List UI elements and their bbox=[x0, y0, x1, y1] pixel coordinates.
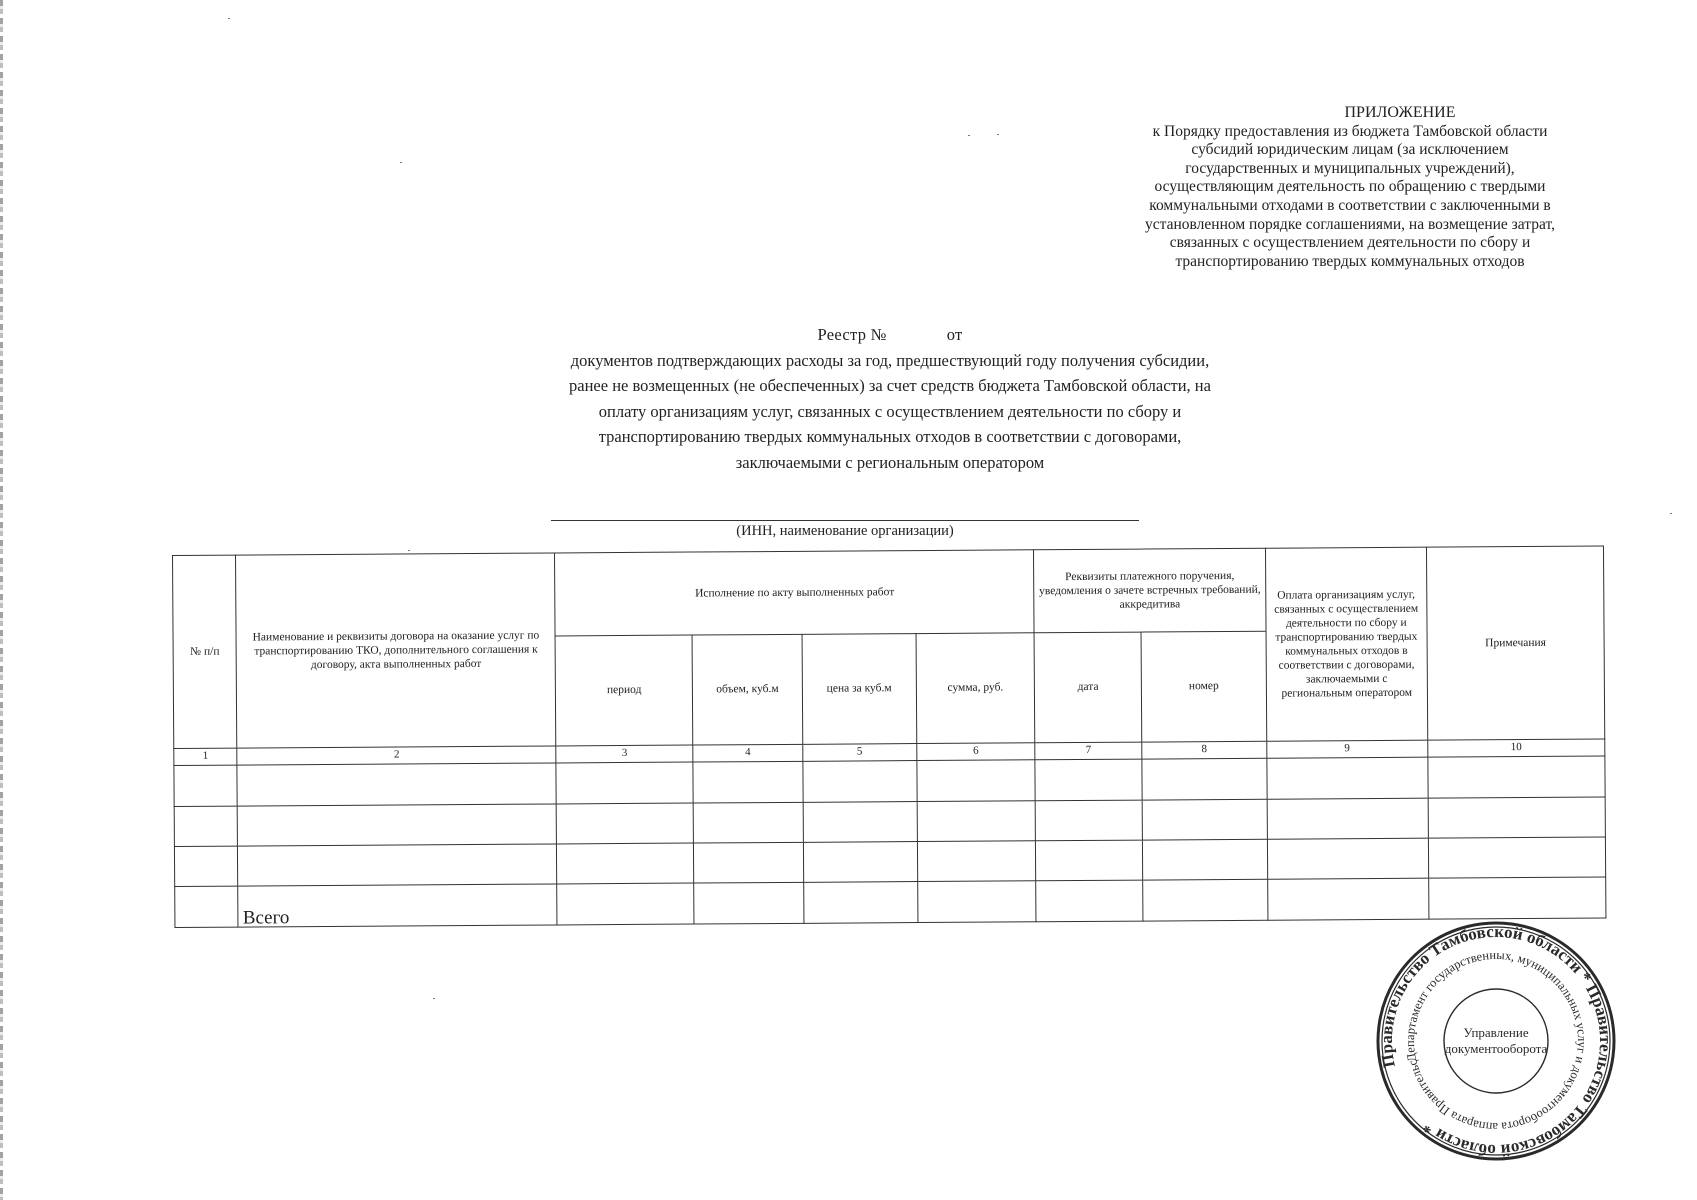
appendix-header bbox=[1100, 104, 1600, 271]
table-cell bbox=[693, 802, 803, 843]
table-cell bbox=[1036, 800, 1143, 841]
table-cell bbox=[1142, 799, 1267, 840]
header-payment-services: Оплата организациям услуг, связанных с осуществлением деятельности по сбору и транспортированию твердых коммунальных отходов в соответствии с договорами, заключаемыми с региональным оператором bbox=[1265, 547, 1427, 741]
column-number: 10 bbox=[1428, 739, 1605, 758]
table-cell bbox=[1428, 756, 1605, 798]
registry-line: оплату организациям услуг, связанных с осуществлением деятельности по сбору и bbox=[598, 401, 1182, 421]
appendix-line: осуществляющим деятельность по обращению с твердыми bbox=[1154, 178, 1546, 196]
table-cell bbox=[917, 881, 1036, 922]
table-cell bbox=[1143, 880, 1268, 921]
table-cell bbox=[1142, 758, 1267, 799]
table-cell bbox=[1428, 797, 1605, 839]
stamp-outer-textpath: Правительство Тамбовской области * Правительство Тамбовской области * bbox=[1376, 921, 1616, 1161]
table-cell bbox=[557, 843, 694, 884]
header-act-execution: Исполнение по акту выполненных работ bbox=[555, 550, 1035, 636]
scan-edge-artifact bbox=[0, 0, 3, 1200]
header-volume: объем, куб.м bbox=[692, 634, 802, 744]
column-number: 5 bbox=[803, 743, 917, 761]
stamp-center-line1: Управление bbox=[1463, 1025, 1529, 1040]
table-cell bbox=[694, 883, 804, 924]
header-period: период bbox=[555, 635, 693, 745]
appendix-line: коммунальными отходами в соответствии с заключенными в bbox=[1149, 196, 1551, 214]
stamp-graphic bbox=[1375, 920, 1617, 1162]
column-number: 8 bbox=[1142, 741, 1267, 759]
scan-speck bbox=[997, 134, 999, 135]
registry-line: ранее не возмещенных (не обеспеченных) за счет средств бюджета Тамбовской области, на bbox=[569, 376, 1211, 395]
scan-speck bbox=[228, 18, 230, 19]
official-stamp bbox=[1375, 920, 1617, 1162]
registry-line: заключаемыми с региональным оператором bbox=[735, 452, 1045, 472]
organization-caption: (ИНН, наименование организации) bbox=[736, 523, 954, 539]
table-cell bbox=[557, 883, 694, 924]
column-number: 4 bbox=[693, 744, 803, 762]
table-cell bbox=[917, 800, 1036, 841]
table-cell bbox=[1428, 877, 1605, 919]
table-cell bbox=[1036, 881, 1143, 922]
table-cell bbox=[238, 844, 557, 887]
column-number: 3 bbox=[556, 745, 693, 763]
registry-date-label: от bbox=[946, 325, 963, 344]
table-cell bbox=[174, 806, 238, 847]
column-number: 1 bbox=[174, 748, 238, 766]
header-contract: Наименование и реквизиты договора на оказание услуг по транспортированию ТКО, дополнительного соглашения к договору, акта выполненных работ bbox=[236, 553, 556, 748]
appendix-line: к Порядку предоставления из бюджета Тамбовской области bbox=[1152, 122, 1548, 140]
table-cell bbox=[803, 842, 917, 883]
table-cell bbox=[1267, 838, 1428, 880]
table-cell bbox=[693, 761, 803, 802]
table-cell bbox=[175, 887, 239, 928]
organization-fill-line bbox=[551, 520, 1139, 521]
stamp-center-line2: документооборота bbox=[1444, 1041, 1548, 1056]
appendix-title: ПРИЛОЖЕНИЕ bbox=[1344, 104, 1456, 121]
table-cell bbox=[804, 882, 918, 923]
scan-speck bbox=[400, 162, 402, 163]
scan-speck bbox=[408, 550, 410, 551]
table-cell bbox=[174, 846, 238, 887]
column-number: 2 bbox=[237, 746, 556, 766]
appendix-line: установленном порядке соглашениями, на возмещение затрат, bbox=[1145, 215, 1555, 233]
header-notes: Примечания bbox=[1426, 546, 1604, 740]
registry-number-label: Реестр № bbox=[817, 325, 887, 344]
header-price: цена за куб.м bbox=[802, 634, 916, 744]
total-label: Всего bbox=[238, 884, 557, 927]
appendix-line: связанных с осуществлением деятельности по сбору и bbox=[1169, 234, 1531, 252]
table-cell bbox=[174, 765, 238, 806]
header-sum: сумма, руб. bbox=[916, 633, 1036, 743]
table-cell bbox=[1267, 798, 1428, 840]
table-cell bbox=[916, 760, 1035, 801]
registry-table bbox=[172, 546, 1606, 928]
table-cell bbox=[1142, 839, 1267, 880]
table-cell bbox=[803, 761, 917, 802]
table-cell bbox=[557, 803, 694, 844]
column-number: 9 bbox=[1267, 740, 1428, 759]
scan-speck bbox=[968, 135, 970, 136]
appendix-line: субсидий юридическим лицам (за исключением bbox=[1191, 141, 1509, 159]
header-date: дата bbox=[1034, 632, 1141, 742]
column-number: 7 bbox=[1035, 742, 1142, 760]
registry-title bbox=[540, 322, 1240, 348]
table-cell bbox=[917, 841, 1036, 882]
table-cell bbox=[1267, 757, 1428, 799]
registry-line: документов подтверждающих расходы за год, предшествующий году получения субсидии, bbox=[570, 350, 1210, 370]
table-cell bbox=[556, 762, 693, 803]
appendix-line: транспортированию твердых коммунальных отходов bbox=[1175, 252, 1525, 270]
header-row-number: № п/п bbox=[173, 555, 238, 748]
appendix-line: государственных и муниципальных учреждений), bbox=[1185, 159, 1515, 177]
stamp-inner-textpath: Департамент государственных, муниципальных услуг и документооборота аппарата Правительства bbox=[1402, 947, 1590, 1135]
table-header-row bbox=[173, 546, 1605, 639]
column-number: 6 bbox=[916, 742, 1035, 760]
registry-heading bbox=[540, 322, 1240, 475]
table-cell bbox=[1267, 879, 1428, 921]
scan-speck bbox=[433, 998, 435, 999]
table-cell bbox=[237, 763, 556, 806]
table-cell bbox=[1036, 840, 1143, 881]
table-cell bbox=[238, 803, 557, 846]
registry-line: транспортированию твердых коммунальных отходов в соответствии с договорами, bbox=[598, 427, 1182, 446]
table-cell bbox=[803, 801, 917, 842]
scan-speck bbox=[1670, 513, 1672, 514]
header-number: номер bbox=[1141, 631, 1267, 741]
table-cell bbox=[1035, 759, 1142, 800]
header-payment-details: Реквизиты платежного поручения, уведомления о зачете встречных требований, аккредитива bbox=[1034, 548, 1266, 633]
table-cell bbox=[694, 842, 804, 883]
table-cell bbox=[1428, 837, 1605, 879]
